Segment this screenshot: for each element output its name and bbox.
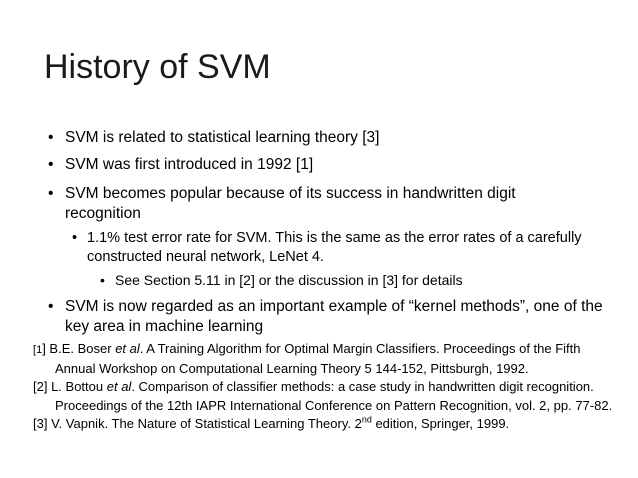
bullet-dot-icon: • <box>72 230 78 246</box>
references <box>33 340 618 434</box>
bullet-text: SVM is related to statistical learning theory [3] <box>65 129 380 146</box>
reference-authors: L. Bottou <box>47 379 107 394</box>
bullet-text: SVM was first introduced in 1992 [1] <box>65 156 314 173</box>
reference-2 <box>33 378 618 415</box>
sub-bullet-item <box>72 229 597 267</box>
reference-etal: et al <box>106 379 132 394</box>
reference-etal: et al <box>115 341 140 356</box>
reference-tag-open: [ <box>33 344 37 356</box>
bullet-text: SVM becomes popular because of its success in handwritten digit recognition <box>65 185 516 222</box>
bullet-dot-icon: • <box>48 156 54 173</box>
bullet-dot-icon: • <box>48 185 54 202</box>
reference-body: . A Training Algorithm for Optimal Margin Classifiers. Proceedings of the Fifth Annual Workshop on Computational Learning Theory 5 144-152, Pittsburgh, 1992. <box>55 341 581 376</box>
reference-body: . Comparison of classifier methods: a case study in handwritten digit recognition. Proceedings of the 12th IAPR International Conference on Pattern Recognition, vol. 2, pp. 77-82. <box>55 379 613 413</box>
reference-body: V. Vapnik. The Nature of Statistical Learning Theory. 2 <box>47 416 362 431</box>
bullet-dot-icon: • <box>100 272 105 288</box>
bullet-item <box>48 128 610 148</box>
reference-authors: B.E. Boser <box>45 341 116 356</box>
reference-tag: [2] <box>33 379 48 394</box>
sub-sub-bullet-item <box>100 271 605 289</box>
reference-tag-number: 1 <box>36 344 43 356</box>
reference-superscript: nd <box>361 414 372 425</box>
sub-sub-bullet-text: See Section 5.11 in [2] or the discussion in [3] for details <box>115 272 463 288</box>
sub-bullet-text: 1.1% test error rate for SVM. This is the same as the error rates of a carefully constructed neural network, LeNet 4. <box>87 230 582 265</box>
reference-3 <box>33 415 618 434</box>
reference-body-end: edition, Springer, 1999. <box>371 416 510 431</box>
bullet-dot-icon: • <box>48 298 54 315</box>
bullet-item <box>48 297 605 337</box>
bullet-dot-icon: • <box>48 129 54 146</box>
reference-tag: [3] <box>33 416 48 431</box>
bullet-item <box>48 155 610 175</box>
bullet-text: SVM is now regarded as an important example of “kernel methods”, one of the key area in machine learning <box>65 298 603 335</box>
bullet-item <box>48 184 545 224</box>
reference-1 <box>33 340 618 378</box>
slide-title: History of SVM <box>44 48 271 86</box>
reference-tag-close: ] <box>42 341 46 356</box>
